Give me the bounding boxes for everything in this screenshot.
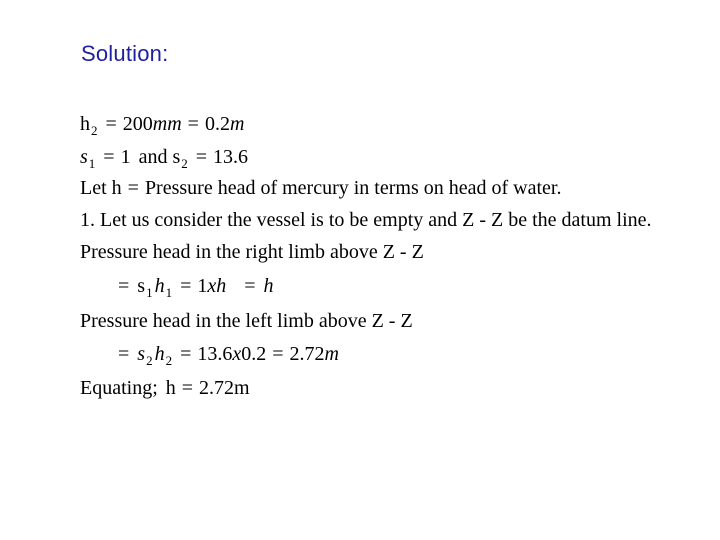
subscript: 2 <box>181 156 188 171</box>
subscript: 1 <box>165 285 173 300</box>
var-s: s <box>80 146 88 168</box>
value: 13.6 <box>213 146 249 168</box>
subscript: 2 <box>146 353 153 368</box>
left-limb-heading: Pressure head in the left limb above Z - Z <box>80 310 413 332</box>
value: 0.2 <box>241 343 267 365</box>
slide-title: Solution: <box>81 41 169 66</box>
equals-sign: = <box>118 343 130 365</box>
unit: mm <box>152 113 182 135</box>
value: 0.2 <box>204 113 230 135</box>
var-x: x <box>232 343 242 365</box>
equation-right-limb <box>118 274 274 300</box>
result: 2.72m <box>199 377 250 399</box>
equals-sign: = <box>272 343 284 365</box>
var-xh: xh <box>207 275 227 297</box>
subscript: 2 <box>91 123 98 138</box>
conclusion-line <box>80 376 250 400</box>
var-h: h <box>154 275 165 297</box>
var-h: h <box>263 275 274 297</box>
assumption-line: 1. Let us consider the vessel is to be empty and Z - Z be the datum line. <box>80 209 652 231</box>
equals-sign: = <box>180 343 192 365</box>
equals-sign: = <box>127 177 139 199</box>
subscript: 1 <box>88 156 96 171</box>
equals-sign: = <box>180 275 192 297</box>
var-h: h <box>80 113 90 135</box>
equation-h2 <box>80 112 244 138</box>
text: h <box>165 377 176 399</box>
equals-sign: = <box>103 146 115 168</box>
subscript: 2 <box>165 353 173 368</box>
value: 13.6 <box>197 343 233 365</box>
text: Let h <box>80 177 122 199</box>
text: Equating; <box>80 377 158 399</box>
equals-sign: = <box>244 275 256 297</box>
value: 2.72 <box>289 343 325 365</box>
value: 200 <box>122 113 153 135</box>
equals-sign: = <box>105 113 117 135</box>
definition-line <box>80 176 561 200</box>
unit: m <box>229 113 245 135</box>
var-s: s <box>137 275 146 297</box>
equals-sign: = <box>118 275 130 297</box>
var-h: h <box>154 343 165 365</box>
equation-left-limb <box>118 342 339 368</box>
equals-sign: = <box>181 377 194 399</box>
equation-specific-gravity <box>80 145 248 171</box>
and-text: and s <box>138 146 181 168</box>
text: Pressure head of mercury in terms on head of water. <box>144 177 562 199</box>
unit: m <box>324 343 339 365</box>
equals-sign: = <box>187 113 199 135</box>
value: 1 <box>197 275 208 297</box>
subscript: 1 <box>146 285 153 300</box>
value: 1 <box>120 146 131 168</box>
equals-sign: = <box>195 146 208 168</box>
right-limb-heading: Pressure head in the right limb above Z - Z <box>80 241 424 263</box>
var-s: s <box>137 343 146 365</box>
